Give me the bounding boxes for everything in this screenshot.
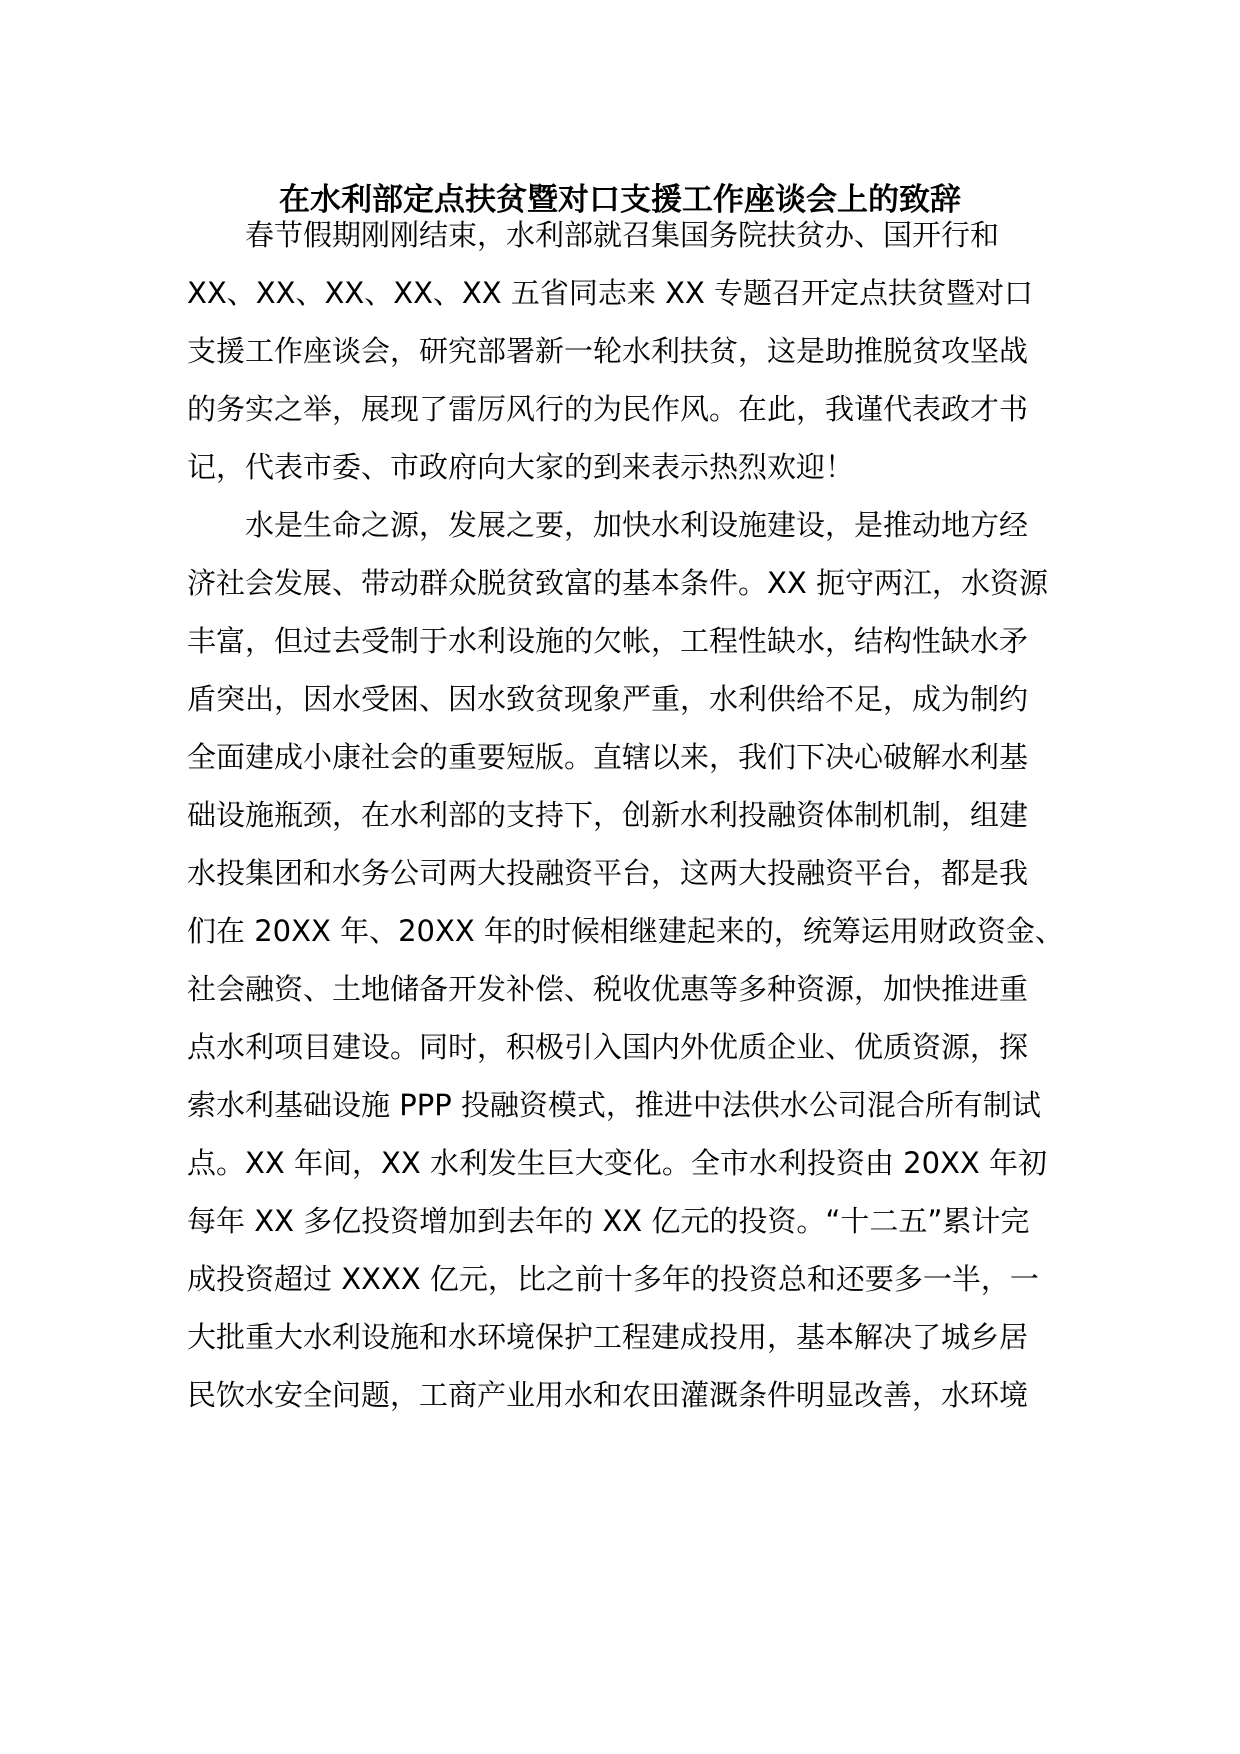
paragraph-2-line-5: 全面建成小康社会的重要短版。直辖以来，我们下决心破解水利基 — [187, 740, 1029, 774]
paragraph-1-line-5: 记，代表市委、市政府向大家的到来表示热烈欢迎！ — [187, 450, 855, 484]
paragraph-1-line-1: 春节假期刚刚结束，水利部就召集国务院扶贫办、国开行和 — [245, 218, 1000, 252]
paragraph-2-line-14: 成投资超过 XXXX 亿元，比之前十多年的投资总和还要多一半，一 — [187, 1262, 1039, 1296]
paragraph-2-line-13: 每年 XX 多亿投资增加到去年的 XX 亿元的投资。“十二五”累计完 — [187, 1204, 1030, 1238]
paragraph-1-line-2: XX、XX、XX、XX、XX 五省同志来 XX 专题召开定点扶贫暨对口 — [187, 276, 1034, 310]
paragraph-2-line-9: 社会融资、土地储备开发补偿、税收优惠等多种资源，加快推进重 — [187, 972, 1029, 1006]
paragraph-2-line-12: 点。XX 年间，XX 水利发生巨大变化。全市水利投资由 20XX 年初 — [187, 1146, 1047, 1180]
paragraph-2-line-10: 点水利项目建设。同时，积极引入国内外优质企业、优质资源，探 — [187, 1030, 1029, 1064]
paragraph-2-line-2: 济社会发展、带动群众脱贫致富的基本条件。XX 扼守两江，水资源 — [187, 566, 1048, 600]
paragraph-2-line-3: 丰富，但过去受制于水利设施的欠帐，工程性缺水，结构性缺水矛 — [187, 624, 1029, 658]
paragraph-2-line-4: 盾突出，因水受困、因水致贫现象严重，水利供给不足，成为制约 — [187, 682, 1029, 716]
paragraph-2-line-15: 大批重大水利设施和水环境保护工程建成投用，基本解决了城乡居 — [187, 1320, 1029, 1354]
paragraph-2-line-11: 索水利基础设施 PPP 投融资模式，推进中法供水公司混合所有制试 — [187, 1088, 1041, 1122]
paragraph-2-line-6: 础设施瓶颈，在水利部的支持下，创新水利投融资体制机制，组建 — [187, 798, 1029, 832]
paragraph-2-line-7: 水投集团和水务公司两大投融资平台，这两大投融资平台，都是我 — [187, 856, 1029, 890]
paragraph-2-line-8: 们在 20XX 年、20XX 年的时候相继建起来的，统筹运用财政资金、 — [187, 914, 1064, 948]
document-title: 在水利部定点扶贫暨对口支援工作座谈会上的致辞 — [279, 182, 961, 218]
paragraph-1-line-4: 的务实之举，展现了雷厉风行的为民作风。在此，我谨代表政才书 — [187, 392, 1029, 426]
paragraph-1-line-3: 支援工作座谈会，研究部署新一轮水利扶贫，这是助推脱贫攻坚战 — [187, 334, 1029, 368]
paragraph-2-line-16: 民饮水安全问题，工商产业用水和农田灌溉条件明显改善，水环境 — [187, 1378, 1029, 1412]
paragraph-2-line-1: 水是生命之源，发展之要，加快水利设施建设，是推动地方经 — [245, 508, 1029, 542]
